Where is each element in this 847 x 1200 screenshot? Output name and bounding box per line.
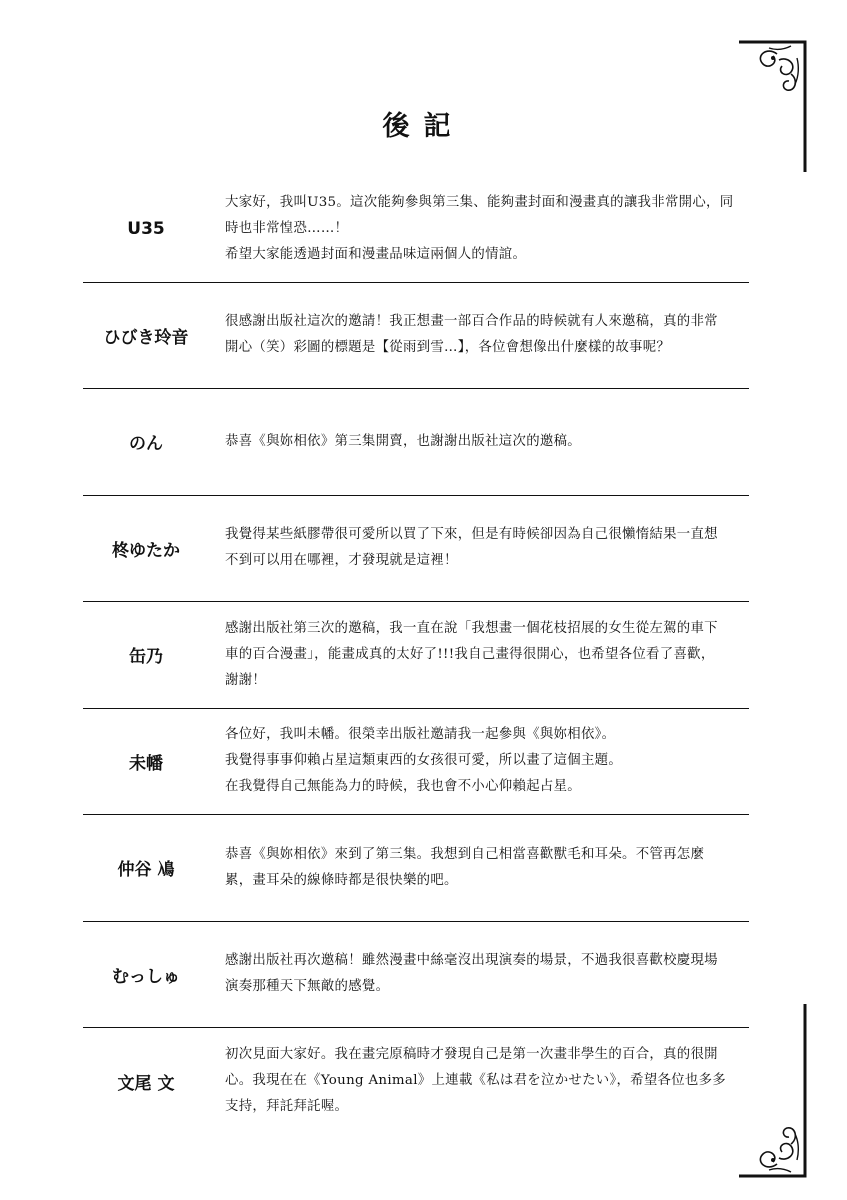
page-title: 後記 xyxy=(382,111,465,142)
message-line: 謝謝！ xyxy=(225,672,267,688)
author-message xyxy=(225,496,749,602)
author-message xyxy=(225,709,749,815)
message-line: 車的百合漫畫」，能畫成真的太好了!!!我自己畫得很開心，也希望各位看了喜歡， xyxy=(225,646,715,662)
author-message xyxy=(225,922,749,1028)
message-line: 各位好，我叫未幡。很榮幸出版社邀請我一起參與《與妳相依》。 xyxy=(225,727,616,743)
message-line: 時也非常惶恐……！ xyxy=(225,220,349,236)
message-line: 初次見面大家好。我在畫完原稿時才發現自己是第一次畫非學生的百合，真的很開 xyxy=(225,1047,718,1063)
author-name: 柊ゆたか xyxy=(112,540,180,561)
author-message xyxy=(225,815,749,921)
author-name: ひびき玲音 xyxy=(103,327,189,348)
message-line: 恭喜《與妳相依》來到了第三集。我想到自己相當喜歡獸毛和耳朵。不管再怎麼 xyxy=(225,846,705,862)
author-name: 文尾 文 xyxy=(117,1073,175,1094)
author-name: 缶乃 xyxy=(129,647,163,668)
list-item xyxy=(83,496,749,603)
list-item xyxy=(83,176,749,283)
list-item xyxy=(83,709,749,816)
author-name: 仲谷 鳰 xyxy=(117,860,175,881)
author-message xyxy=(225,1028,749,1135)
message-line: 大家好，我叫U35。這次能夠參與第三集、能夠畫封面和漫畫真的讓我非常開心，同 xyxy=(225,194,734,210)
message-line: 累，畫耳朵的線條時都是很快樂的吧。 xyxy=(225,872,458,888)
list-item xyxy=(83,1028,749,1135)
author-name: U35 xyxy=(127,218,165,239)
author-comments-list xyxy=(83,176,749,1135)
message-line: 演奏那種天下無敵的感覺。 xyxy=(225,979,390,995)
list-item xyxy=(83,389,749,496)
message-line: 在我覺得自己無能為力的時候，我也會不小心仰賴起占星。 xyxy=(225,779,581,795)
list-item xyxy=(83,283,749,390)
message-line: 開心（笑）彩圖的標題是【從雨到雪…】，各位會想像出什麼樣的故事呢？ xyxy=(225,340,671,356)
message-line: 感謝出版社再次邀稿！雖然漫畫中絲毫沒出現演奏的場景，不過我很喜歡校慶現場 xyxy=(225,953,718,969)
message-line: 很感謝出版社這次的邀請！我正想畫一部百合作品的時候就有人來邀稿，真的非常 xyxy=(225,314,718,330)
message-line: 感謝出版社第三次的邀稿，我一直在說「我想畫一個花枝招展的女生從左駕的車下 xyxy=(225,620,718,636)
list-item xyxy=(83,815,749,922)
message-line: 我覺得某些紙膠帶很可愛所以買了下來，但是有時候卻因為自己很懶惰結果一直想 xyxy=(225,527,718,543)
message-line: 心。我現在在《Young Animal》上連載《私は君を泣かせたい》，希望各位也多多 xyxy=(225,1073,726,1089)
message-line: 支持，拜託拜託喔。 xyxy=(225,1099,349,1115)
author-message xyxy=(225,176,749,282)
author-name: 未幡 xyxy=(129,753,163,774)
list-item xyxy=(83,922,749,1029)
author-message xyxy=(225,283,749,389)
message-line: 不到可以用在哪裡，才發現就是這裡！ xyxy=(225,553,458,569)
list-item xyxy=(83,602,749,709)
message-line: 希望大家能透過封面和漫畫品味這兩個人的情誼。 xyxy=(225,246,527,262)
message-line: 恭喜《與妳相依》第三集開賣，也謝謝出版社這次的邀稿。 xyxy=(225,433,581,449)
message-line: 我覺得事事仰賴占星這類東西的女孩很可愛，所以畫了這個主題。 xyxy=(225,753,623,769)
author-name: むっしゅ xyxy=(112,966,180,987)
author-message xyxy=(225,389,749,495)
author-message xyxy=(225,602,749,708)
author-name: のん xyxy=(129,434,163,455)
bottom-right-ornament-icon xyxy=(739,1002,809,1180)
